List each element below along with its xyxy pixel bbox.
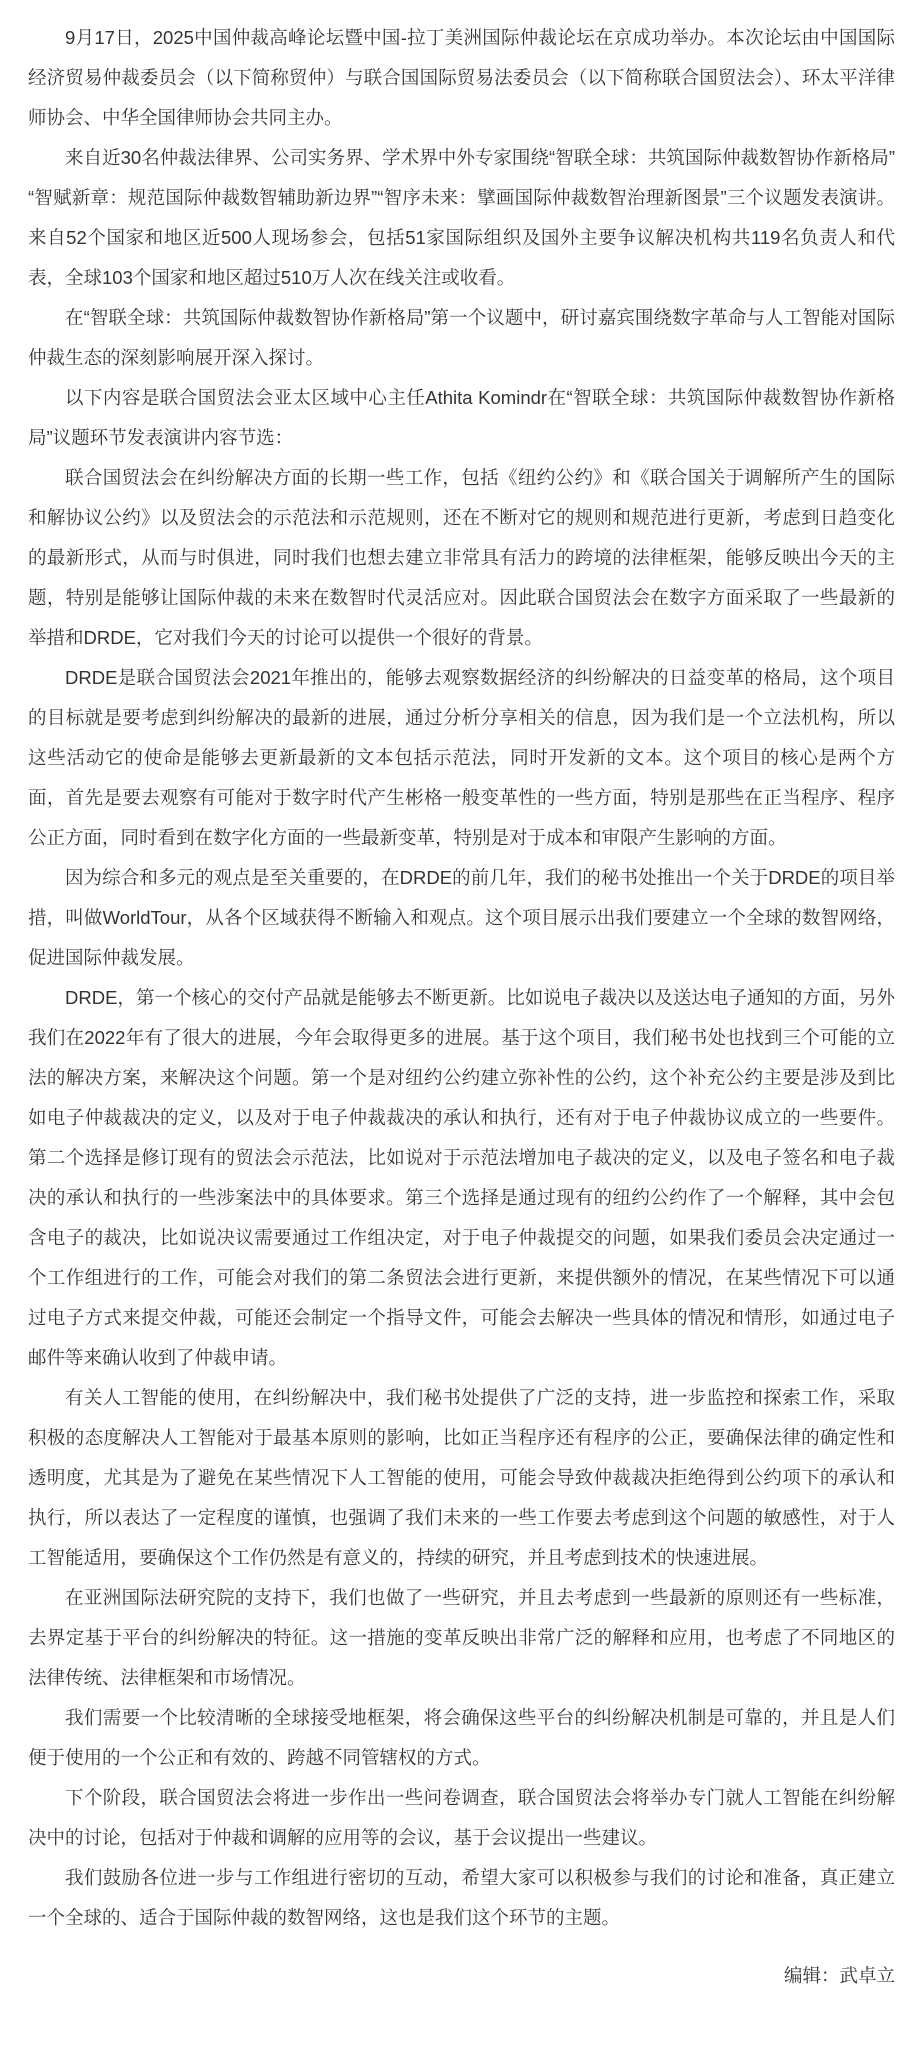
article-paragraph: DRDE是联合国贸法会2021年推出的，能够去观察数据经济的纠纷解决的日益变革的格局，这个项目的目标就是要考虑到纠纷解决的最新的进展，通过分析分享相关的信息，因为我们是一个立法机构，所以这些活动它的使命是能够去更新最新的文本包括示范法，同时开发新的文本。这个项目的核心是两个方面，首先是要去观察有可能对于数字时代产生彬格一般变革性的一些方面，特别是那些在正当程序、程序公正方面，同时看到在数字化方面的一些最新变革，特别是对于成本和审限产生影响的方面。 (28, 667, 895, 848)
article-paragraph: 在“智联全球：共筑国际仲裁数智协作新格局”第一个议题中，研讨嘉宾围绕数字革命与人工智能对国际仲裁生态的深刻影响展开深入探讨。 (28, 307, 895, 368)
article-paragraph: 9月17日，2025中国仲裁高峰论坛暨中国-拉丁美洲国际仲裁论坛在京成功举办。本次论坛由中国国际经济贸易仲裁委员会（以下简称贸仲）与联合国国际贸易法委员会（以下简称联合国贸法会）、环太平洋律师协会、中华全国律师协会共同主办。 (28, 27, 895, 128)
article-byline: 编辑：武卓立 (783, 1965, 895, 1986)
article-paragraph: 我们需要一个比较清晰的全球接受地框架，将会确保这些平台的纠纷解决机制是可靠的，并且是人们便于使用的一个公正和有效的、跨越不同管辖权的方式。 (28, 1707, 895, 1768)
article-paragraph: 以下内容是联合国贸法会亚太区域中心主任Athita Komindr在“智联全球：共筑国际仲裁数智协作新格局”议题环节发表演讲内容节选： (28, 387, 895, 448)
article-paragraph: 我们鼓励各位进一步与工作组进行密切的互动，希望大家可以积极参与我们的讨论和准备，真正建立一个全球的、适合于国际仲裁的数智网络，这也是我们这个环节的主题。 (28, 1867, 895, 1928)
article-paragraph: DRDE，第一个核心的交付产品就是能够去不断更新。比如说电子裁决以及送达电子通知的方面，另外我们在2022年有了很大的进展，今年会取得更多的进展。基于这个项目，我们秘书处也找到三个可能的立法的解决方案，来解决这个问题。第一个是对纽约公约建立弥补性的公约，这个补充公约主要是涉及到比如电子仲裁裁决的定义，以及对于电子仲裁裁决的承认和执行，还有对于电子仲裁协议成立的一些要件。第二个选择是修订现有的贸法会示范法，比如说对于示范法增加电子裁决的定义，以及电子签名和电子裁决的承认和执行的一些涉案法中的具体要求。第三个选择是通过现有的纽约公约作了一个解释，其中会包含电子的裁决，比如说决议需要通过工作组决定，对于电子仲裁提交的问题，如果我们委员会决定通过一个工作组进行的工作，可能会对我们的第二条贸法会进行更新，来提供额外的情况，在某些情况下可以通过电子方式来提交仲裁，可能还会制定一个指导文件，可能会去解决一些具体的情况和情形，如通过电子邮件等来确认收到了仲裁申请。 (28, 987, 895, 1368)
article-paragraph: 因为综合和多元的观点是至关重要的，在DRDE的前几年，我们的秘书处推出一个关于DRDE的项目举措，叫做WorldTour，从各个区域获得不断输入和观点。这个项目展示出我们要建立一个全球的数智网络，促进国际仲裁发展。 (28, 867, 895, 968)
article-paragraph-list (28, 18, 895, 1938)
article-paragraph: 有关人工智能的使用，在纠纷解决中，我们秘书处提供了广泛的支持，进一步监控和探索工作，采取积极的态度解决人工智能对于最基本原则的影响，比如正当程序还有程序的公正，要确保法律的确定性和透明度，尤其是为了避免在某些情况下人工智能的使用，可能会导致仲裁裁决拒绝得到公约项下的承认和执行，所以表达了一定程度的谨慎，也强调了我们未来的一些工作要去考虑到这个问题的敏感性，对于人工智能适用，要确保这个工作仍然是有意义的，持续的研究，并且考虑到技术的快速进展。 (28, 1387, 895, 1568)
article-paragraph: 下个阶段，联合国贸法会将进一步作出一些问卷调查，联合国贸法会将举办专门就人工智能在纠纷解决中的讨论，包括对于仲裁和调解的应用等的会议，基于会议提出一些建议。 (28, 1787, 895, 1848)
article-paragraph: 在亚洲国际法研究院的支持下，我们也做了一些研究，并且去考虑到一些最新的原则还有一些标准，去界定基于平台的纠纷解决的特征。这一措施的变革反映出非常广泛的解释和应用，也考虑了不同地区的法律传统、法律框架和市场情况。 (28, 1587, 895, 1688)
article-paragraph: 来自近30名仲裁法律界、公司实务界、学术界中外专家围绕“智联全球：共筑国际仲裁数智协作新格局”“智赋新章：规范国际仲裁数智辅助新边界”“智序未来：擘画国际仲裁数智治理新图景”三个议题发表演讲。来自52个国家和地区近500人现场参会，包括51家国际组织及国外主要争议解决机构共119名负责人和代表，全球103个国家和地区超过510万人次在线关注或收看。 (28, 147, 895, 288)
article-paragraph: 联合国贸法会在纠纷解决方面的长期一些工作，包括《纽约公约》和《联合国关于调解所产生的国际和解协议公约》以及贸法会的示范法和示范规则，还在不断对它的规则和规范进行更新，考虑到日趋变化的最新形式，从而与时俱进，同时我们也想去建立非常具有活力的跨境的法律框架，能够反映出今天的主题，特别是能够让国际仲裁的未来在数智时代灵活应对。因此联合国贸法会在数字方面采取了一些最新的举措和DRDE，它对我们今天的讨论可以提供一个很好的背景。 (28, 467, 895, 648)
